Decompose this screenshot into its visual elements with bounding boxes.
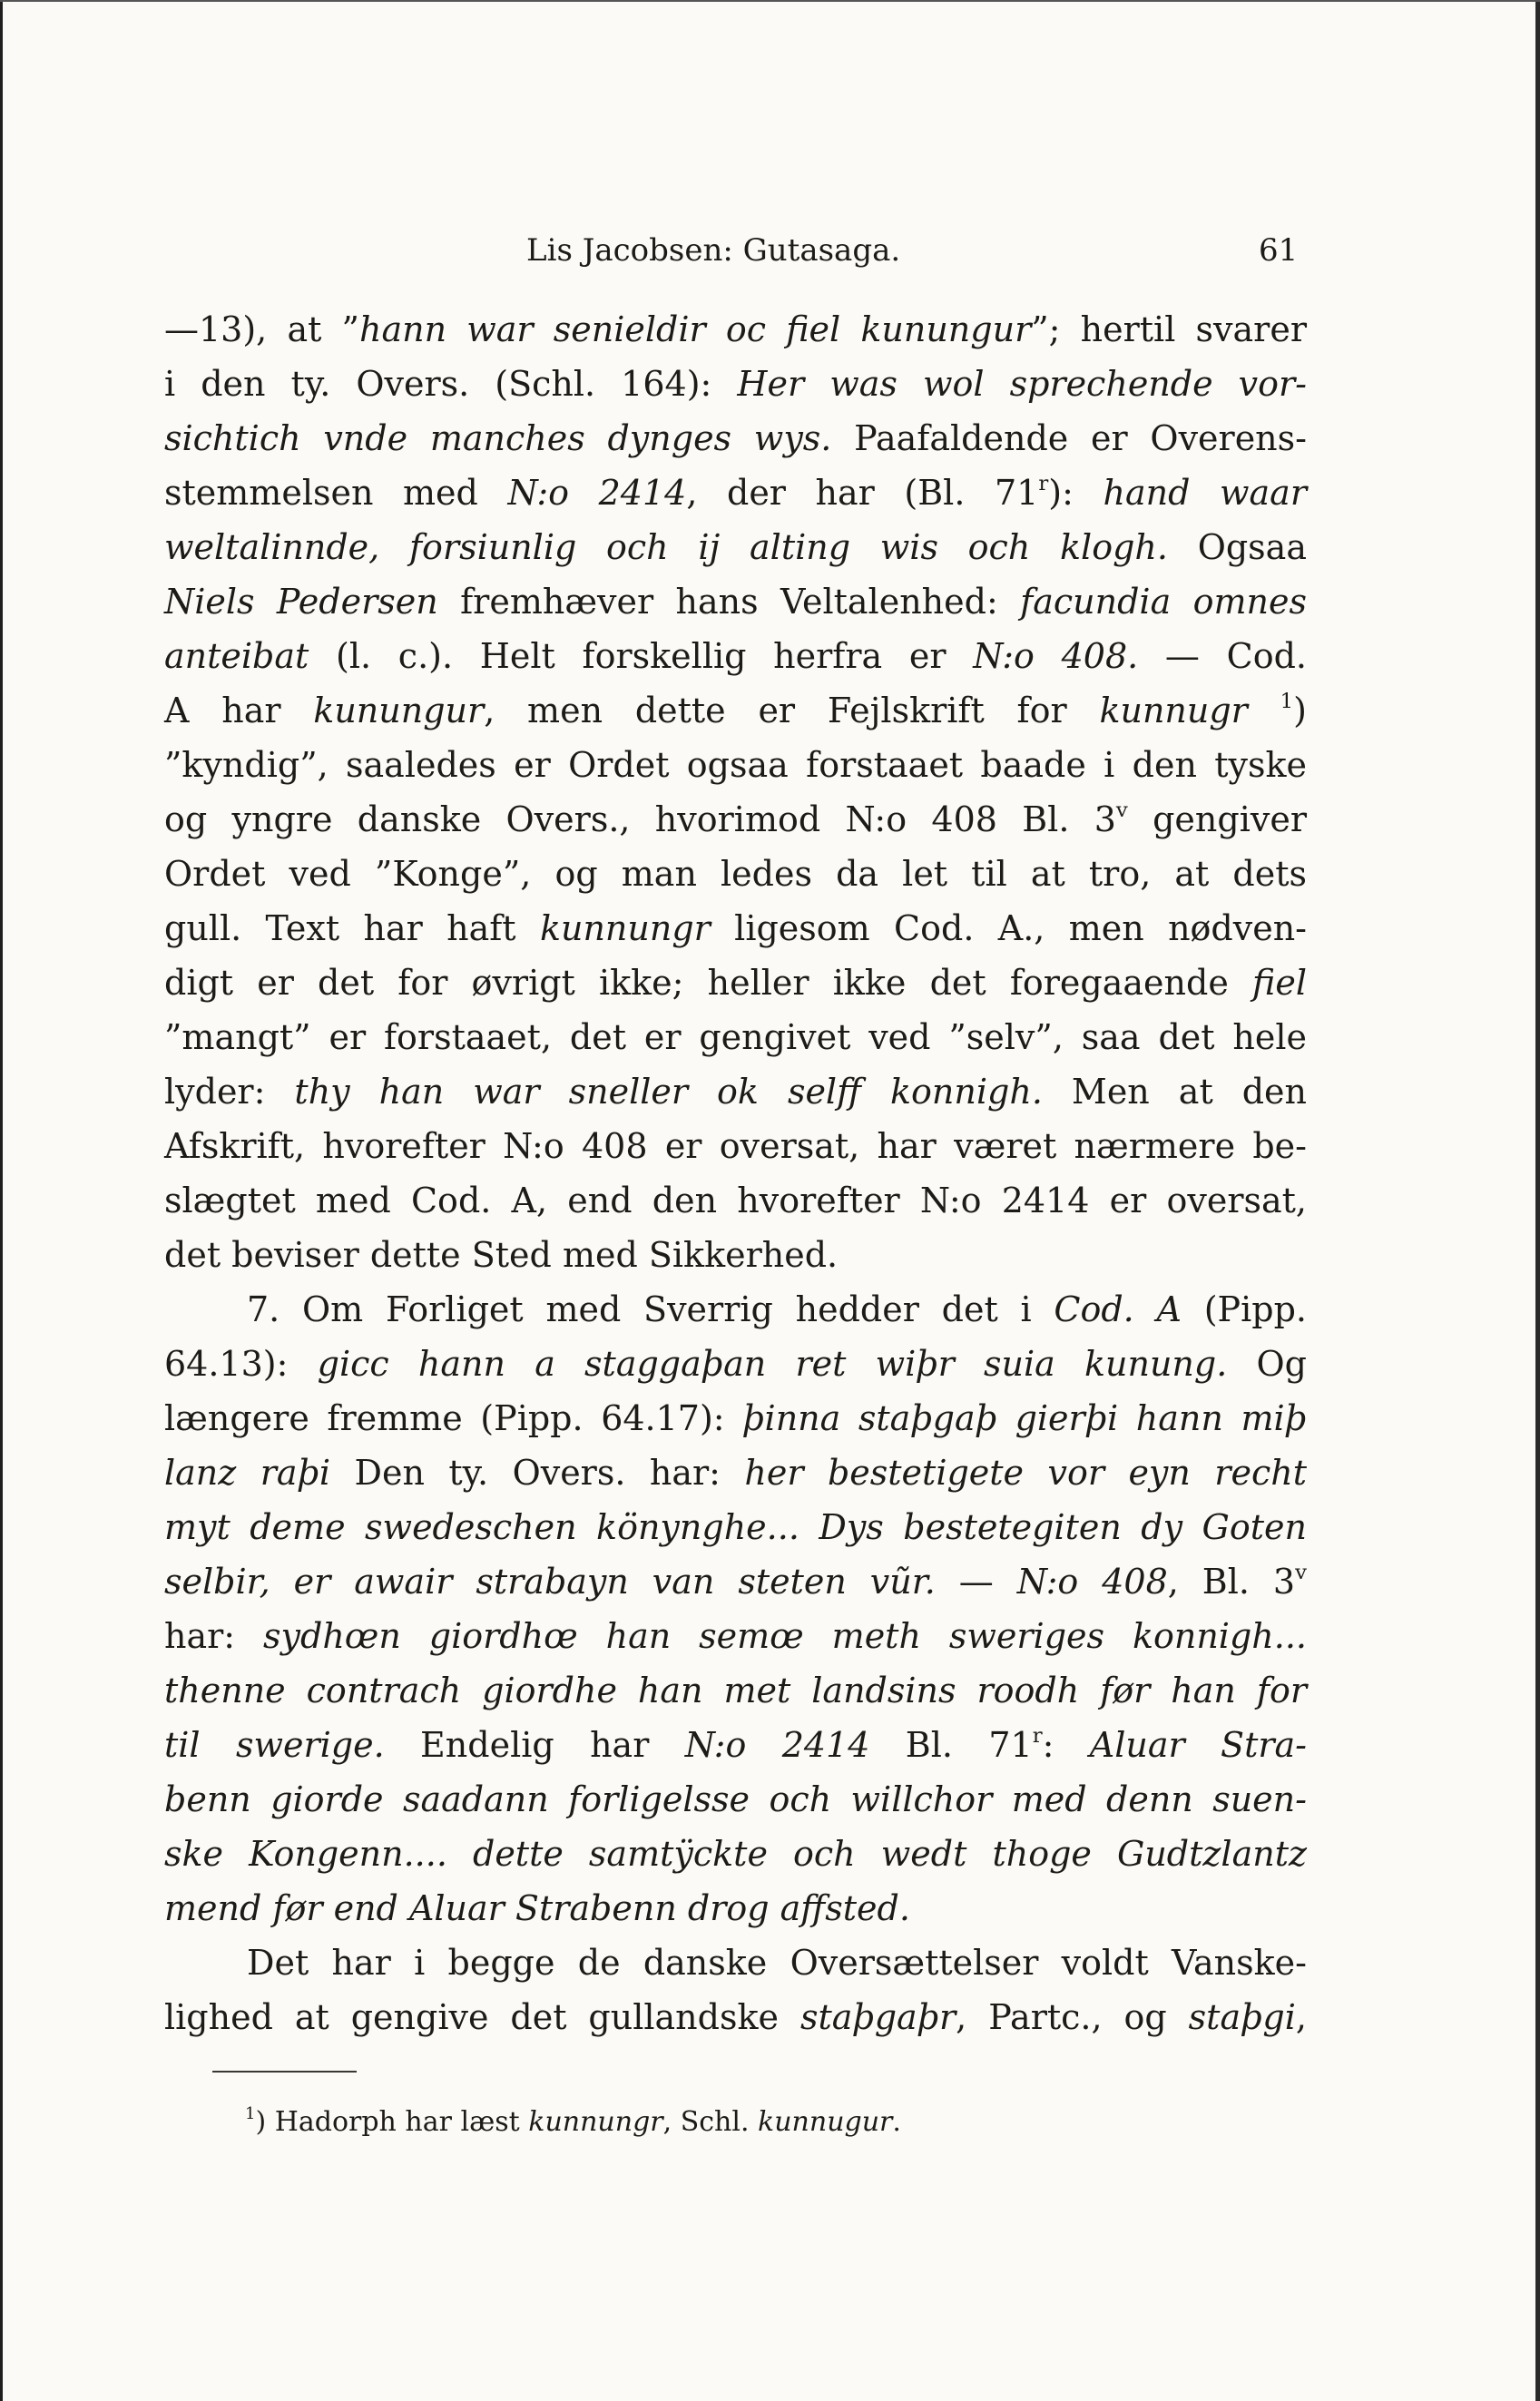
body-line: A har kunungur, men dette er Fejlskrift for kunnugr $^1$): [164, 690, 1307, 730]
body-line: —13), at ”hann war senieldir oc fiel kunungur”; hertil svarer: [164, 309, 1307, 349]
body-line: til swerige. Endelig har N:o 2414 Bl. 71$^r$: Aluar Stra-: [164, 1724, 1308, 1765]
page-number: 61: [1259, 232, 1299, 269]
body-line: 64.13): gicc hann a staggaþan ret wiþr suia kunung. Og: [164, 1344, 1308, 1384]
footnote-reference: 1: [1280, 690, 1294, 714]
body-line: benn giorde saadann forligelsse och willchor med denn suen-: [164, 1779, 1307, 1819]
paragraph-start-line: Det har i begge de danske Oversættelser voldt Vanske-: [247, 1943, 1307, 1983]
body-line: ”mangt” er forstaaet, det er gengivet ved ”selv”, saa det hele: [164, 1017, 1307, 1057]
paragraph-start-line: 7. Om Forliget med Sverrig hedder det i Cod. A (Pipp.: [247, 1289, 1307, 1329]
body-line: lyder: thy han war sneller ok selff konnigh. Men at den: [164, 1072, 1308, 1112]
body-line: Niels Pedersen fremhæver hans Veltalenhed: facundia omnes: [164, 582, 1307, 622]
body-line: længere fremme (Pipp. 64.17): þinna staþgaþ gierþi hann miþ: [164, 1398, 1307, 1438]
body-line: det beviser dette Sted med Sikkerhed.: [164, 1235, 839, 1275]
body-line: i den ty. Overs. (Schl. 164): Her was wol sprechende vor-: [164, 364, 1307, 404]
body-line: digt er det for øvrigt ikke; heller ikke det foregaaende fiel: [164, 963, 1307, 1003]
body-line: lanz raþi Den ty. Overs. har: her bestetigete vor eyn recht: [164, 1453, 1307, 1493]
footnote-marker: 1: [245, 2104, 256, 2124]
body-line: og yngre danske Overs., hvorimod N:o 408 Bl. 3$^v$ gengiver: [164, 799, 1307, 839]
body-line: mend før end Aluar Strabenn drog affsted.: [164, 1888, 910, 1928]
scan-edge-right: [1535, 0, 1540, 2401]
body-line: slægtet med Cod. A, end den hvorefter N:o 2414 er oversat,: [164, 1181, 1307, 1220]
body-line: weltalinnde, forsiunlig och ij alting wis och klogh. Ogsaa: [164, 527, 1307, 567]
footnote-rule: [212, 2071, 357, 2073]
body-line: selbir, er awair strabayn van steten vũr. — N:o 408, Bl. 3$^v$: [164, 1561, 1307, 1602]
body-line: ske Kongenn.... dette samtÿckte och wedt thoge Gudtzlantz: [164, 1834, 1307, 1874]
body-line: Ordet ved ”Konge”, og man ledes da let til at tro, at dets: [164, 854, 1307, 894]
body-line: myt deme swedeschen könynghe... Dys bestetegiten dy Goten: [164, 1507, 1307, 1547]
body-line: thenne contrach giordhe han met landsins roodh før han for: [164, 1671, 1307, 1710]
body-line: gull. Text har haft kunnungr ligesom Cod. A., men nødven-: [164, 908, 1308, 948]
footnote: $^1$) Hadorph har læst kunnungr, Schl. kunnugur.: [245, 2104, 901, 2138]
body-line: lighed at gengive det gullandske staþgaþr, Partc., og staþgi,: [164, 1997, 1307, 2037]
body-line: anteibat (l. c.). Helt forskellig herfra er N:o 408. — Cod.: [164, 636, 1307, 676]
body-line: har: sydhœn giordhœ han semœ meth sweriges konnigh...: [164, 1616, 1307, 1656]
body-line: sichtich vnde manches dynges wys. Paafaldende er Overens-: [164, 418, 1307, 458]
body-line: stemmelsen med N:o 2414, der har (Bl. 71$^r$): hand waar: [164, 472, 1307, 513]
body-line: ”kyndig”, saaledes er Ordet ogsaa forstaaet baade i den tyske: [164, 745, 1307, 785]
body-line: Afskrift, hvorefter N:o 408 er oversat, har været nærmere be-: [164, 1126, 1307, 1166]
running-title: Lis Jacobsen: Gutasaga.: [526, 232, 901, 269]
